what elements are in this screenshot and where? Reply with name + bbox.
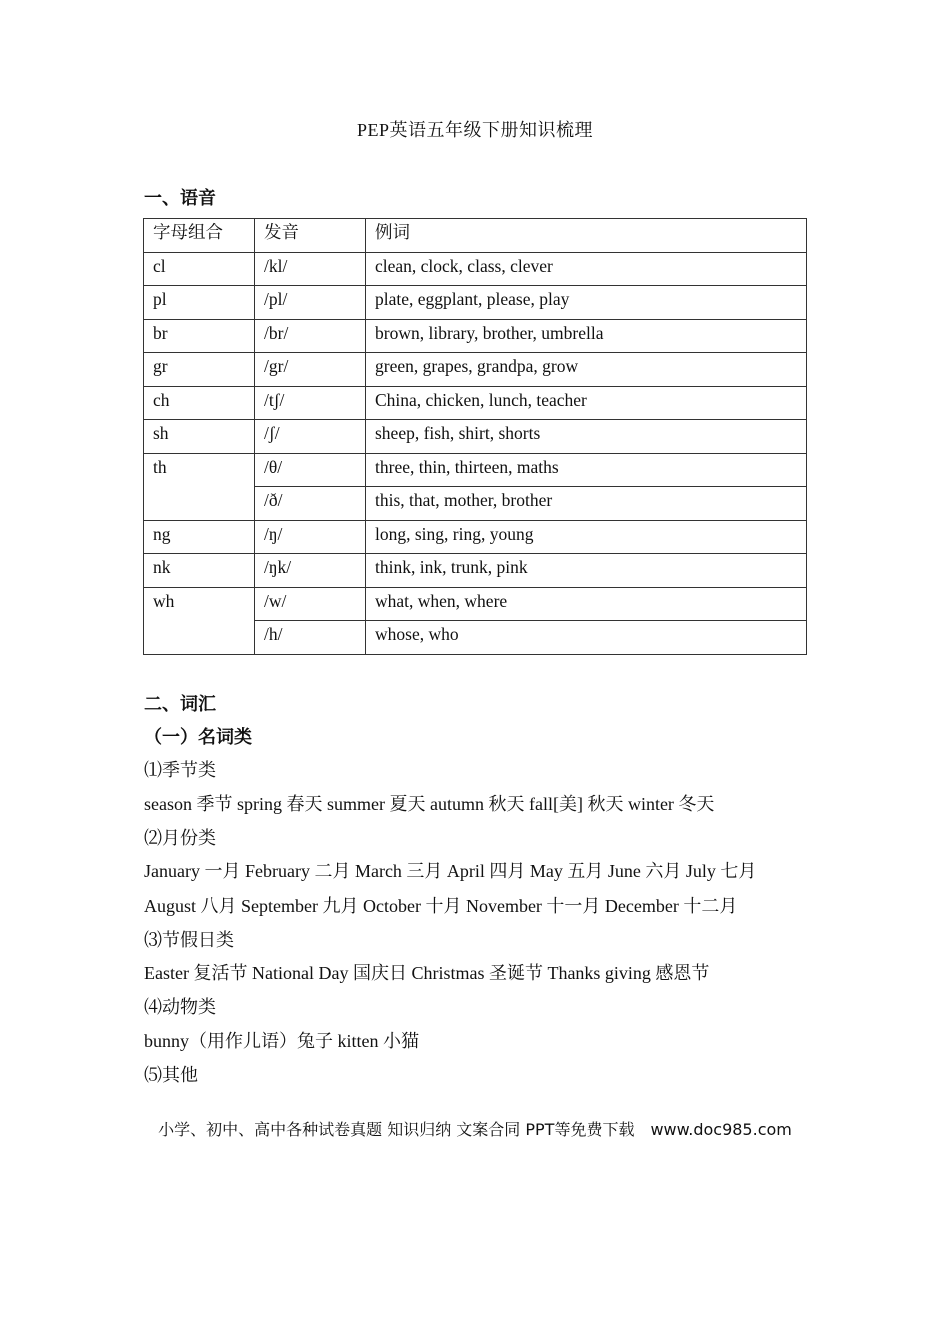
table-row	[144, 554, 807, 588]
table-row	[144, 252, 807, 286]
words-cell: clean, clock, class, clever	[366, 252, 807, 286]
combo-cell: ng	[144, 520, 255, 554]
months-label: ⑵月份类	[144, 828, 216, 848]
combo-cell: cl	[144, 252, 255, 286]
combo-cell: sh	[144, 420, 255, 454]
sound-cell: /ð/	[255, 487, 366, 521]
combo-cell: wh	[144, 587, 255, 654]
months-line-2: August 八月 September 九月 October 十月 November 十一月 December 十二月	[144, 896, 738, 916]
sound-cell: /w/	[255, 587, 366, 621]
table-header-row	[144, 219, 807, 253]
table-row	[144, 286, 807, 320]
seasons-line: season 季节 spring 春天 summer 夏天 autumn 秋天 fall[美] 秋天 winter 冬天	[144, 794, 715, 814]
words-cell: China, chicken, lunch, teacher	[366, 386, 807, 420]
table-row	[144, 319, 807, 353]
words-cell: think, ink, trunk, pink	[366, 554, 807, 588]
sound-cell: /tʃ/	[255, 386, 366, 420]
sound-cell: /pl/	[255, 286, 366, 320]
words-cell: this, that, mother, brother	[366, 487, 807, 521]
words-cell: brown, library, brother, umbrella	[366, 319, 807, 353]
header-cell: 例词	[366, 219, 807, 253]
phonics-table	[143, 218, 807, 655]
sound-cell: /gr/	[255, 353, 366, 387]
combo-cell: nk	[144, 554, 255, 588]
words-cell: long, sing, ring, young	[366, 520, 807, 554]
others-label: ⑸其他	[144, 1065, 198, 1085]
vocab-heading: 二、词汇	[144, 694, 216, 715]
sound-cell: /h/	[255, 621, 366, 655]
combo-cell: pl	[144, 286, 255, 320]
footer	[0, 1117, 950, 1140]
table-row	[144, 453, 807, 487]
combo-cell: gr	[144, 353, 255, 387]
header-cell: 发音	[255, 219, 366, 253]
table-row	[144, 386, 807, 420]
holidays-label: ⑶节假日类	[144, 930, 234, 950]
sound-cell: /ŋ/	[255, 520, 366, 554]
table-row	[144, 353, 807, 387]
table-row	[144, 587, 807, 621]
sound-cell: /kl/	[255, 252, 366, 286]
sound-cell: /θ/	[255, 453, 366, 487]
holidays-line: Easter 复活节 National Day 国庆日 Christmas 圣诞节 Thanks giving 感恩节	[144, 963, 710, 983]
sound-cell: /br/	[255, 319, 366, 353]
combo-cell: th	[144, 453, 255, 520]
footer-text: 小学、初中、高中各种试卷真题 知识归纳 文案合同 PPT等免费下载	[158, 1120, 635, 1139]
animals-label: ⑷动物类	[144, 997, 216, 1017]
table-row	[144, 420, 807, 454]
words-cell: whose, who	[366, 621, 807, 655]
words-cell: green, grapes, grandpa, grow	[366, 353, 807, 387]
seasons-label: ⑴季节类	[144, 760, 216, 780]
footer-site-link[interactable]: www.doc985.com	[650, 1120, 792, 1139]
nouns-heading: （一）名词类	[144, 727, 252, 748]
table-row	[144, 520, 807, 554]
combo-cell: ch	[144, 386, 255, 420]
sound-cell: /ŋk/	[255, 554, 366, 588]
phonics-heading: 一、语音	[144, 188, 216, 209]
animals-line: bunny（用作儿语）兔子 kitten 小猫	[144, 1031, 419, 1051]
months-line-1: January 一月 February 二月 March 三月 April 四月 May 五月 June 六月 July 七月	[144, 861, 757, 881]
sound-cell: /ʃ/	[255, 420, 366, 454]
header-cell: 字母组合	[144, 219, 255, 253]
combo-cell: br	[144, 319, 255, 353]
words-cell: what, when, where	[366, 587, 807, 621]
words-cell: sheep, fish, shirt, shorts	[366, 420, 807, 454]
words-cell: plate, eggplant, please, play	[366, 286, 807, 320]
page-title: PEP英语五年级下册知识梳理	[356, 120, 593, 140]
words-cell: three, thin, thirteen, maths	[366, 453, 807, 487]
